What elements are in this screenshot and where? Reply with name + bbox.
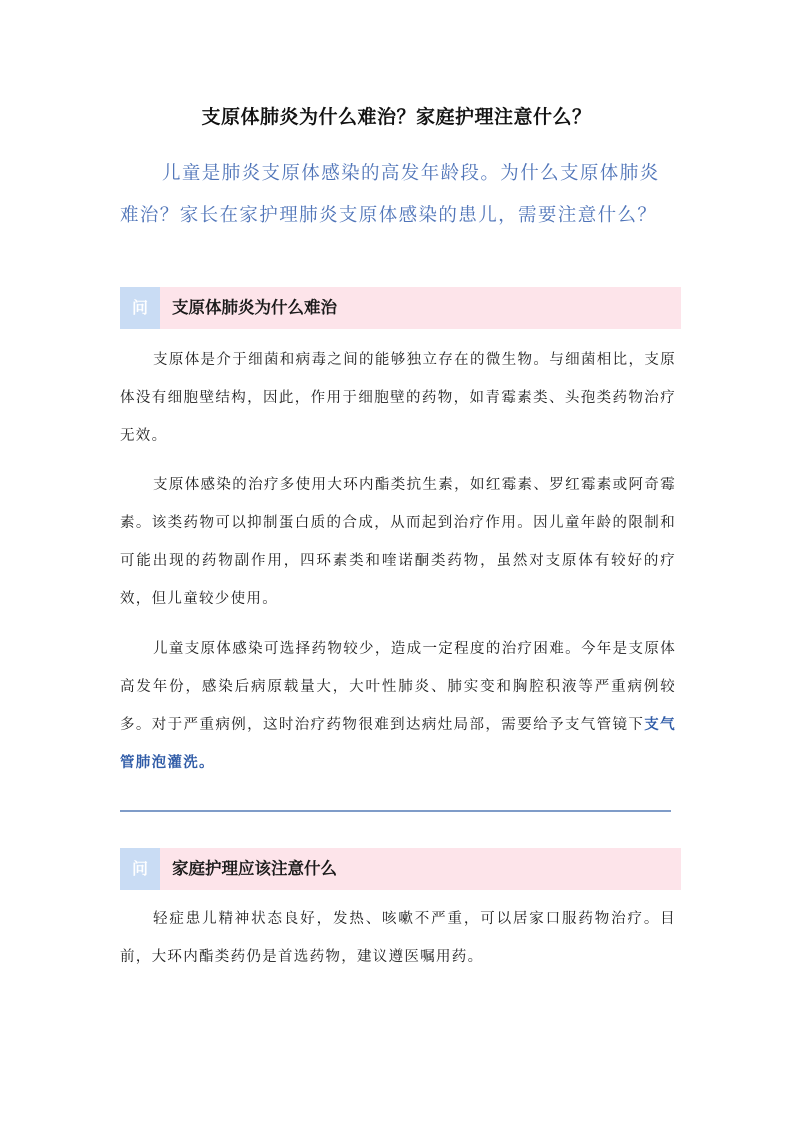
paragraph-macrolide-treatment: 支原体感染的治疗多使用大环内酯类抗生素，如红霉素、罗红霉素或阿奇霉素。该类药物可以抑制蛋白质的合成，从而起到治疗作用。因儿童年龄的限制和可能出现的药物副作用，四环素类和喹诺酮类药物，虽然对支原体有较好的疗效，但儿童较少使用。 — [120, 477, 676, 607]
paragraph-treatment-difficulty — [120, 630, 676, 782]
paragraph-text: 儿童支原体感染可选择药物较少，造成一定程度的治疗困难。今年是支原体高发年份，感染后病原载量大，大叶性肺炎、肺实变和胸腔积液等严重病例较多。对于严重病例，这时治疗药物很难到达病灶局部，需要给予支气管镜下 — [120, 641, 676, 733]
question-badge: 问 — [120, 848, 160, 890]
section-divider — [120, 810, 671, 812]
paragraph-mycoplasma-definition: 支原体是介于细菌和病毒之间的能够独立存在的微生物。与细菌相比，支原体没有细胞壁结构，因此，作用于细胞壁的药物，如青霉素类、头孢类药物治疗无效。 — [120, 352, 676, 444]
intro-paragraph: 儿童是肺炎支原体感染的高发年龄段。为什么支原体肺炎难治？家长在家护理肺炎支原体感染的患儿，需要注意什么？ — [120, 163, 660, 226]
section-heading: 家庭护理应该注意什么 — [172, 859, 337, 878]
highlight-bronchoalveolar-lavage: 支气管肺泡灌洗。 — [120, 717, 676, 771]
section-header-why-hard — [120, 287, 681, 329]
paragraph-home-care: 轻症患儿精神状态良好，发热、咳嗽不严重，可以居家口服药物治疗。目前，大环内酯类药仍是首选药物，建议遵医嘱用药。 — [120, 911, 676, 965]
page-title: 支原体肺炎为什么难治？家庭护理注意什么？ — [201, 106, 592, 128]
section-header-home-care — [120, 848, 681, 890]
question-badge: 问 — [120, 287, 160, 329]
section-heading: 支原体肺炎为什么难治 — [172, 298, 337, 317]
